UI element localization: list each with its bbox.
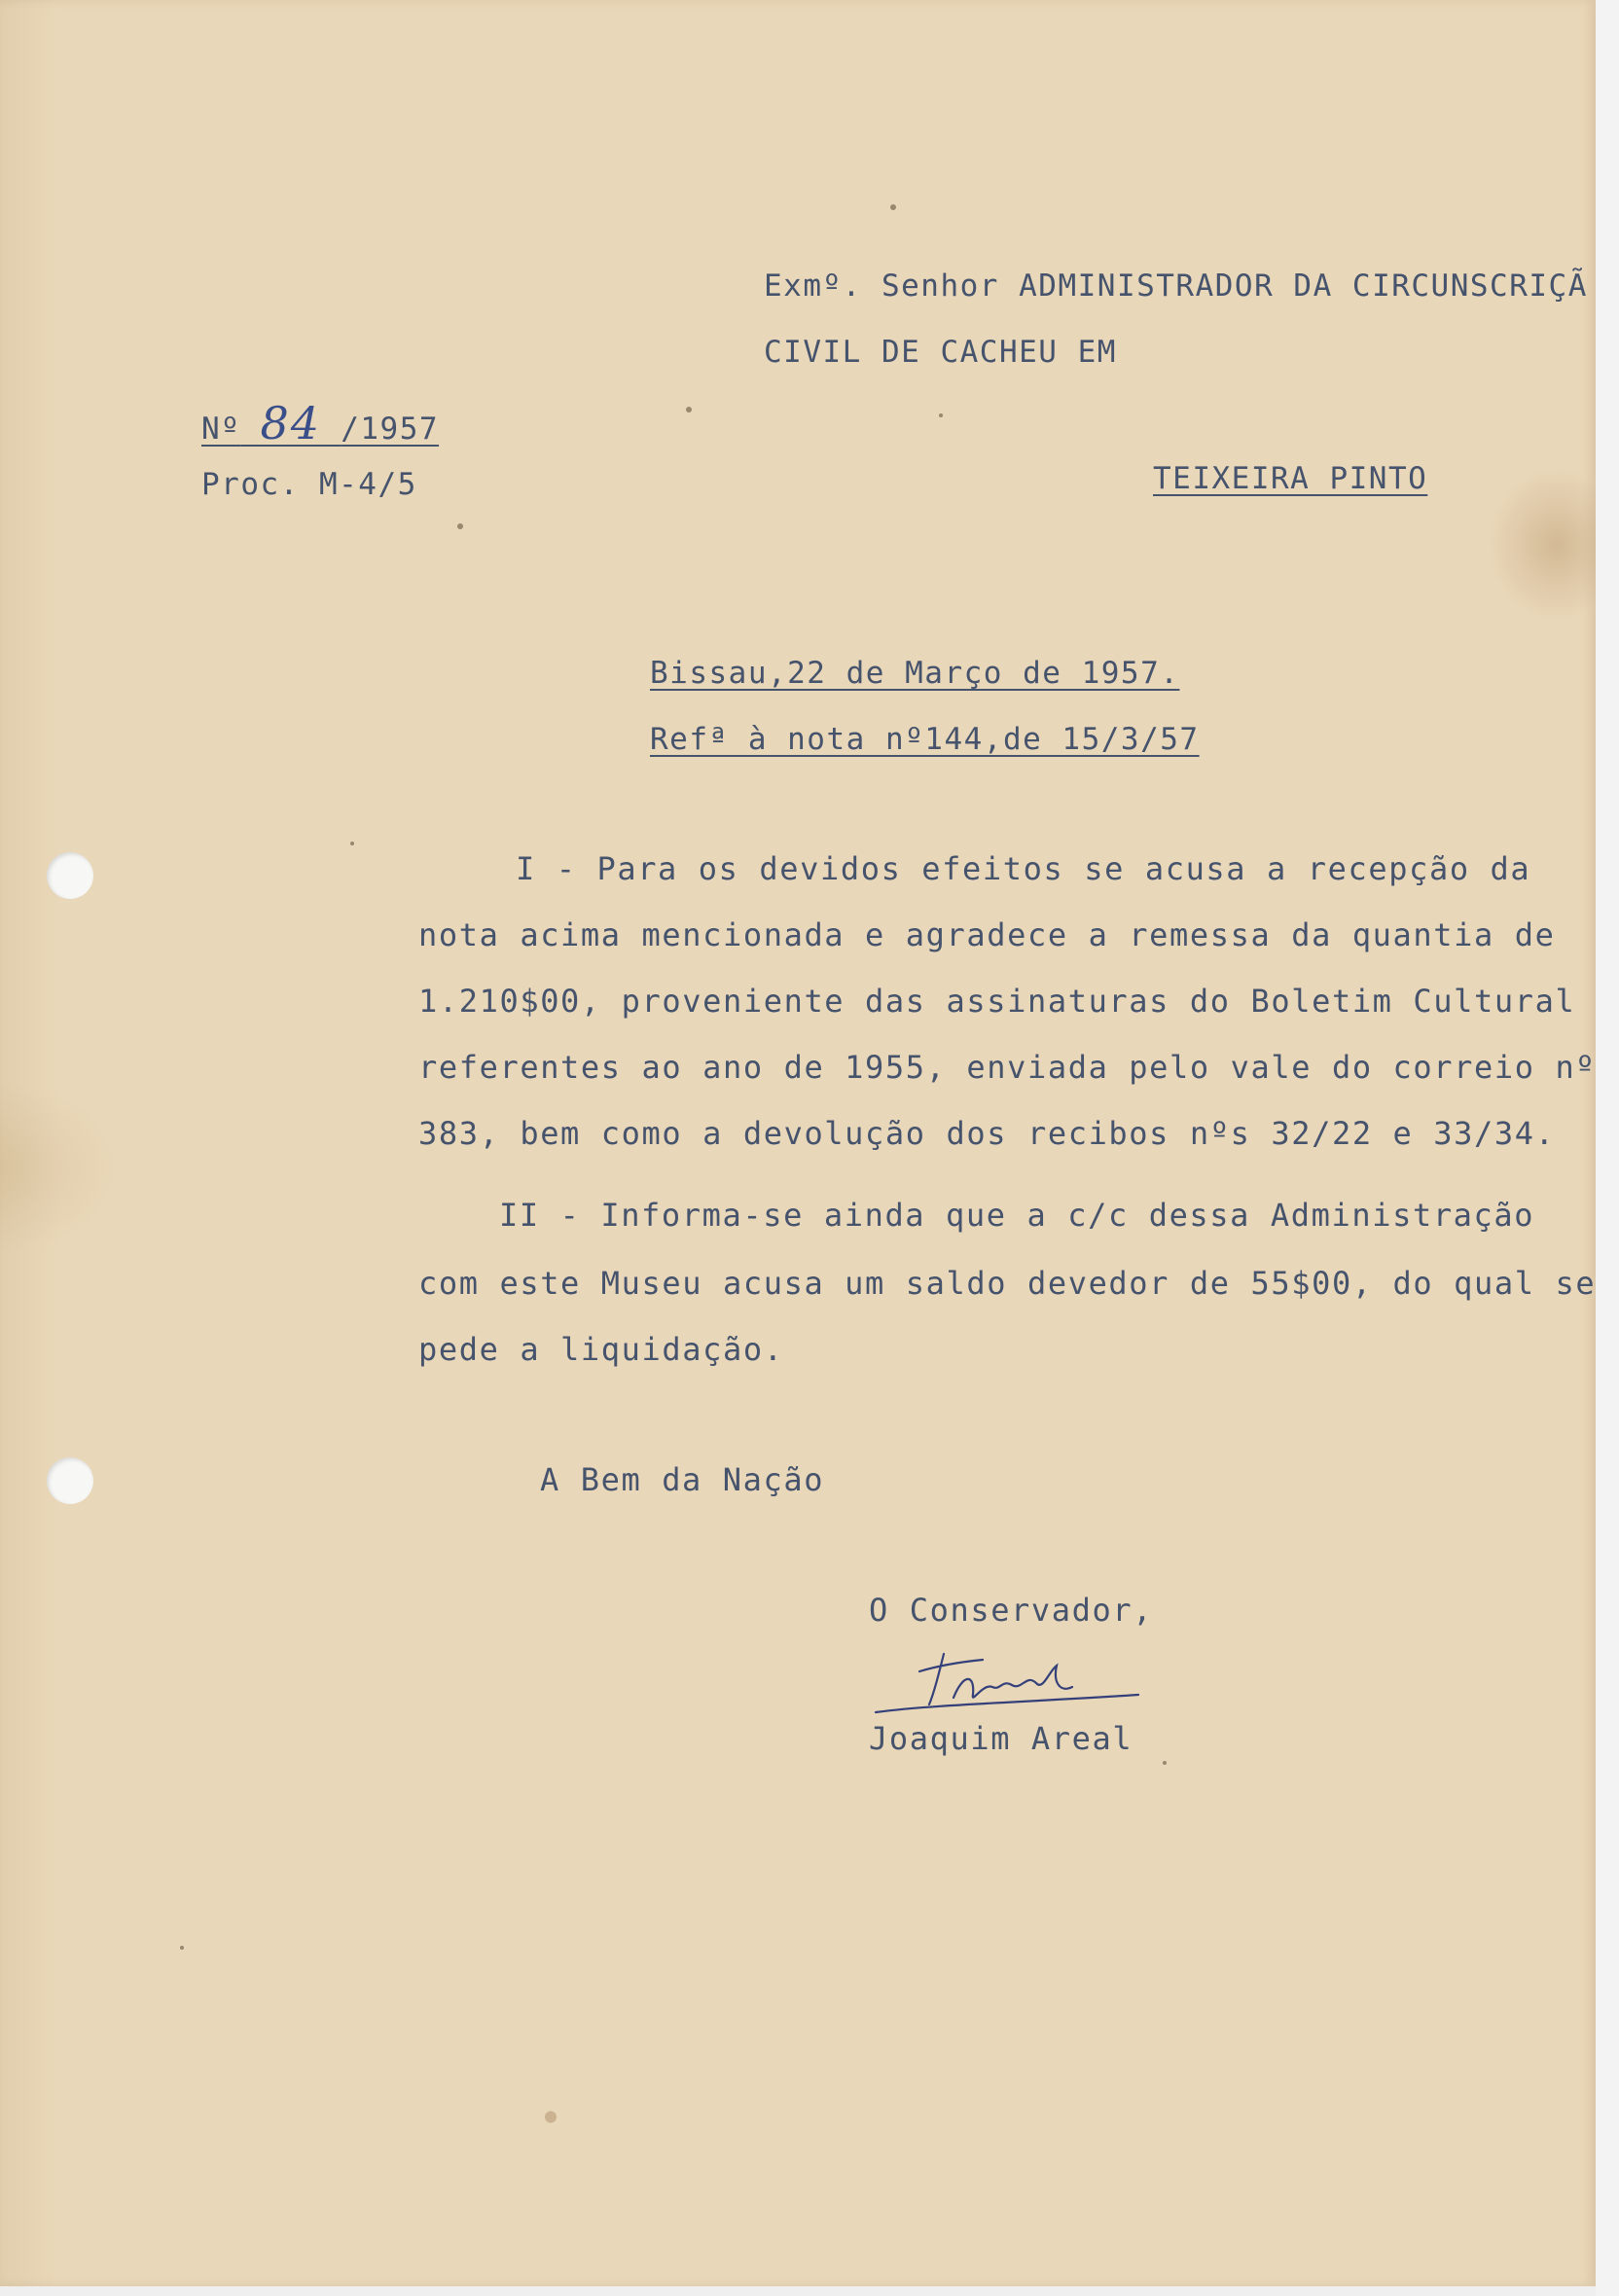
punch-hole-bottom — [47, 1457, 93, 1504]
paper-speck — [686, 407, 692, 413]
reference-number — [201, 397, 439, 449]
paragraph-2-line-2: com este Museu acusa um saldo devedor de 55$00, do qual se — [418, 1265, 1597, 1302]
paragraph-1-line-4: referentes ao ano de 1955, enviada pelo vale do correio nº — [418, 1049, 1597, 1086]
closing-salutation: A Bem da Nação — [540, 1461, 825, 1498]
paragraph-2-line-3: pede a liquidação. — [418, 1331, 784, 1368]
reference-number-handwritten: 84 — [260, 397, 322, 449]
paragraph-1-line-1: I - Para os devidos efeitos se acusa a recepção da — [516, 850, 1531, 887]
paper-speck — [180, 1946, 184, 1950]
process-reference: Proc. M-4/5 — [201, 467, 417, 502]
reference-note: Refª à nota nº144,de 15/3/57 — [650, 722, 1200, 757]
closing-title: O Conservador, — [869, 1592, 1154, 1629]
paper-speck — [350, 842, 354, 845]
paragraph-1-line-2: nota acima mencionada e agradece a remessa da quantia de — [418, 916, 1556, 953]
punch-hole-top — [47, 852, 93, 899]
paragraph-1-line-5: 383, bem como a devolução dos recibos nºs 32/22 e 33/34. — [418, 1115, 1556, 1152]
paragraph-1-line-3: 1.210$00, proveniente das assinaturas do Boletim Cultural — [418, 983, 1576, 1020]
reference-number-year: /1957 — [341, 412, 440, 447]
paper-speck — [939, 413, 943, 417]
addressee-line-1: Exmº. Senhor ADMINISTRADOR DA CIRCUNSCRIÇÃ — [764, 269, 1588, 304]
paragraph-2-line-1: II - Informa-se ainda que a c/c dessa Administração — [499, 1197, 1535, 1234]
paper-speck — [457, 523, 463, 529]
signature-name: Joaquim Areal — [869, 1720, 1133, 1757]
reference-number-prefix: Nº — [201, 412, 241, 447]
scan-margin — [1596, 0, 1619, 2296]
addressee-line-2: CIVIL DE CACHEU EM — [764, 335, 1117, 370]
paper-speck — [890, 204, 896, 210]
handwritten-signature — [866, 1644, 1148, 1732]
paper-speck — [1163, 1761, 1167, 1765]
addressee-line-3: TEIXEIRA PINTO — [1153, 461, 1428, 496]
place-date: Bissau,22 de Março de 1957. — [650, 656, 1180, 691]
paper-speck — [545, 2111, 557, 2123]
